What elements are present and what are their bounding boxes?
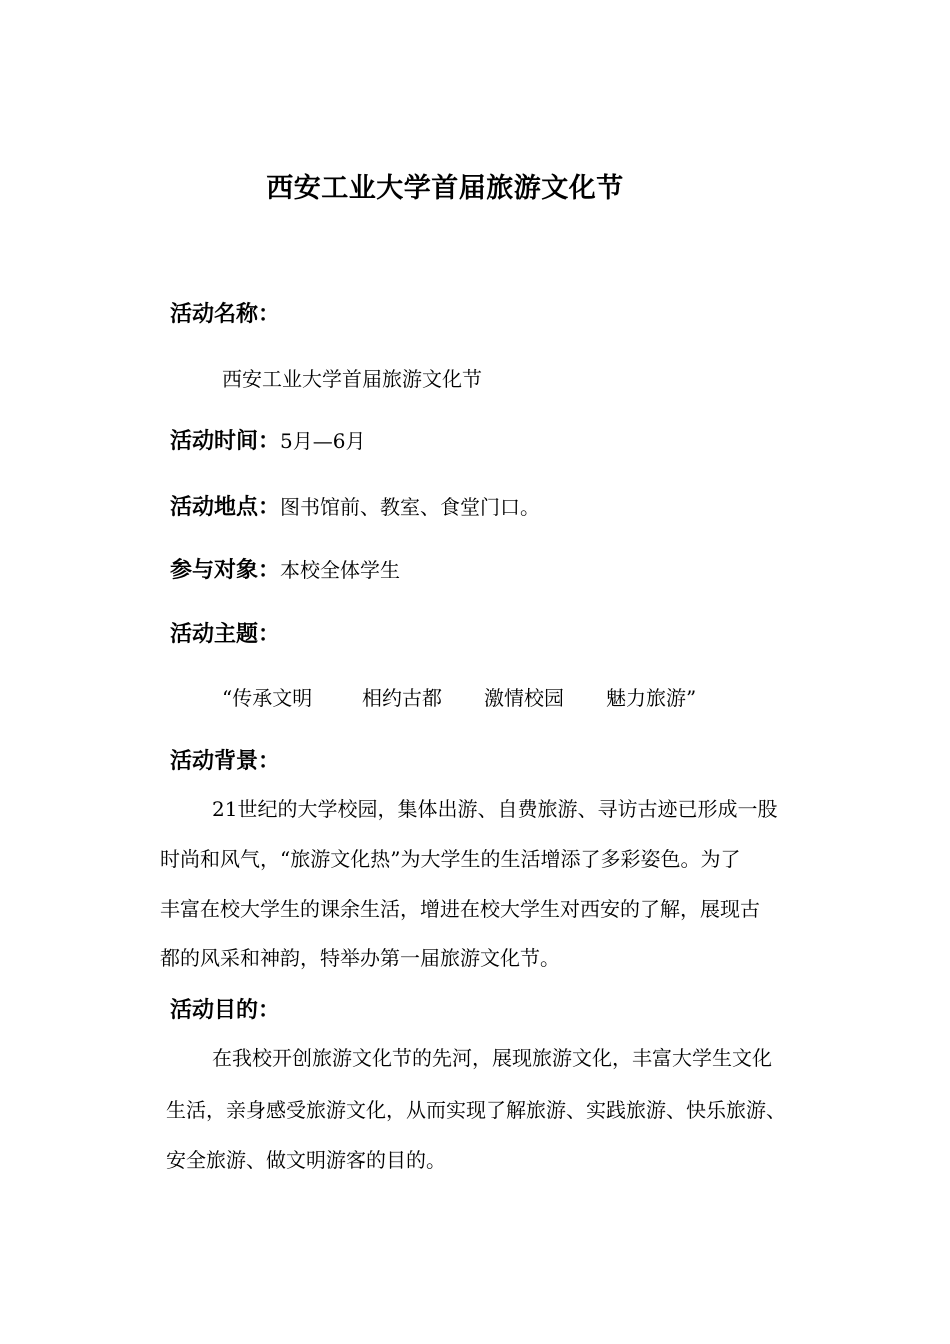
activity-name-row <box>170 299 280 330</box>
activity-name-value: 西安工业大学首届旅游文化节 <box>222 367 482 391</box>
activity-name-label: 活动名称： <box>170 302 281 327</box>
theme-slogan <box>222 683 696 713</box>
purpose-line-1: 在我校开创旅游文化节的先河，展现旅游文化，丰富大学生文化 <box>212 1046 772 1070</box>
theme-part-2: 相约古都 <box>362 686 442 710</box>
activity-time-row <box>170 426 365 457</box>
theme-part-1: “传承文明 <box>222 686 313 710</box>
activity-time-label: 活动时间： <box>170 429 281 454</box>
theme-row <box>170 619 280 650</box>
participants-value: 本校全体学生 <box>280 558 401 582</box>
activity-place-value: 图书馆前、教室、食堂门口。 <box>280 495 541 519</box>
purpose-line-3: 安全旅游、做文明游客的目的。 <box>166 1148 446 1172</box>
background-line-1: 21世纪的大学校园，集体出游、自费旅游、寻访古迹已形成一股 <box>212 797 778 821</box>
activity-place-label: 活动地点： <box>170 495 281 520</box>
background-label: 活动背景： <box>170 749 281 774</box>
activity-time-value: 5月—6月 <box>280 429 366 453</box>
participants-row <box>170 555 400 586</box>
participants-label: 参与对象： <box>170 558 281 583</box>
purpose-line-2: 生活，亲身感受旅游文化，从而实现了解旅游、实践旅游、快乐旅游、 <box>166 1098 786 1122</box>
document-title: 西安工业大学首届旅游文化节 <box>266 173 624 204</box>
purpose-label: 活动目的： <box>170 998 281 1023</box>
theme-part-3: 激情校园 <box>484 686 564 710</box>
background-line-2: 时尚和风气，“旅游文化热”为大学生的生活增添了多彩姿色。为了 <box>160 847 741 871</box>
theme-part-4: 魅力旅游” <box>606 686 697 710</box>
background-line-4: 都的风采和神韵，特举办第一届旅游文化节。 <box>160 946 560 970</box>
background-row <box>170 746 280 777</box>
background-line-3: 丰富在校大学生的课余生活，增进在校大学生对西安的了解，展现古 <box>160 897 760 921</box>
theme-label: 活动主题： <box>170 622 281 647</box>
purpose-row <box>170 995 280 1026</box>
activity-place-row <box>170 492 540 523</box>
